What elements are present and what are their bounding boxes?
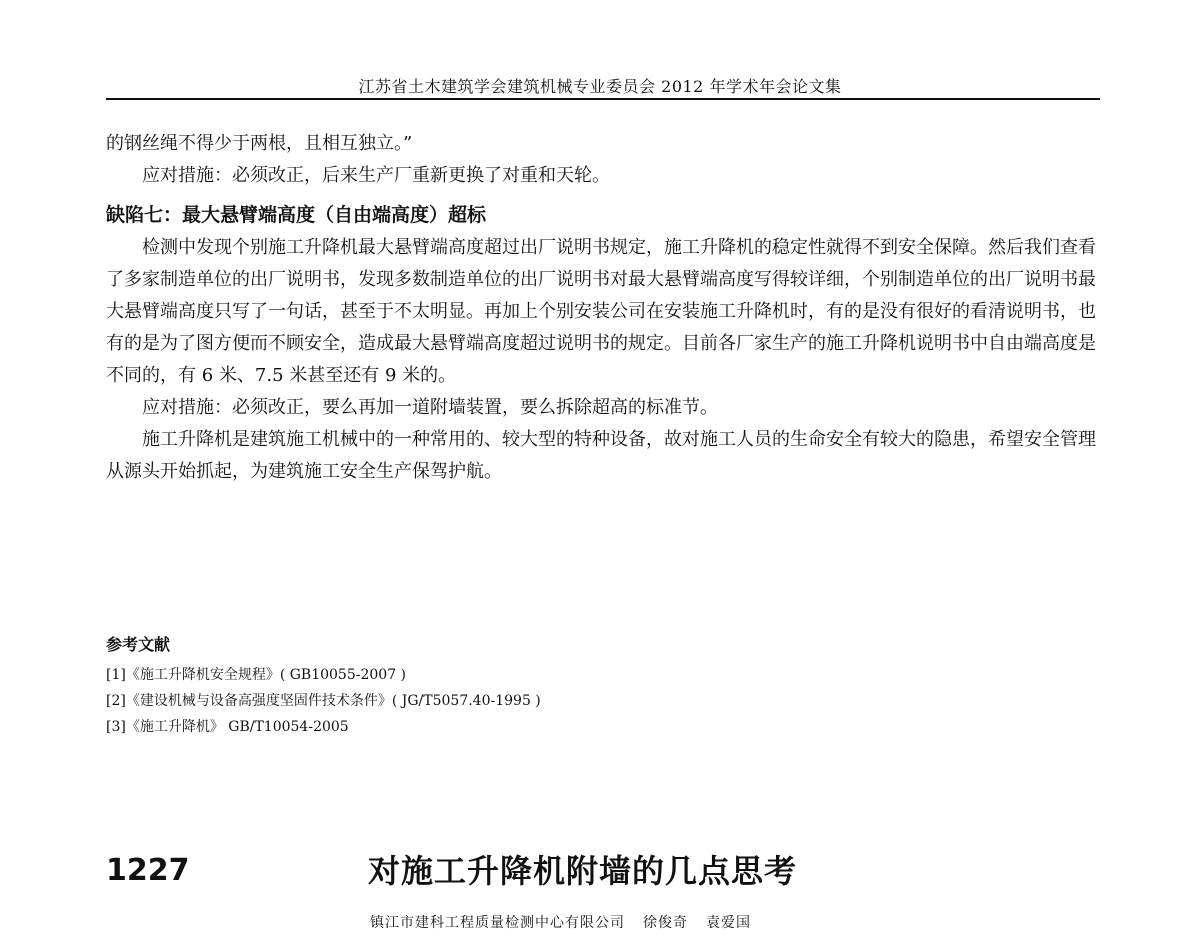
reference-item: [2]《建设机械与设备高强度坚固件技术条件》( JG/T5057.40-1995 ) [106, 693, 541, 709]
header-rule [106, 98, 1100, 100]
reference-item: [1]《施工升降机安全规程》( GB10055-2007 ) [106, 667, 407, 683]
author-name: 袁爱国 [706, 915, 751, 931]
references-section [106, 632, 1096, 740]
section-heading-defect-7: 缺陷七：最大悬臂端高度（自由端高度）超标 [106, 204, 487, 226]
paragraph-countermeasure-6: 应对措施：必须改正，后来生产厂重新更换了对重和天轮。 [142, 165, 610, 186]
paragraph-conclusion: 施工升降机是建筑施工机械中的一种常用的、较大型的特种设备，故对施工人员的生命安全有较大的隐患，希望安全管理从源头开始抓起，为建筑施工安全生产保驾护航。 [106, 429, 1096, 482]
paragraph-defect-7-detection: 检测中发现个别施工升降机最大悬臂端高度超过出厂说明书规定，施工升降机的稳定性就得不到安全保障。然后我们查看了多家制造单位的出厂说明书，发现多数制造单位的出厂说明书对最大悬臂端高度写得较详细，个别制造单位的出厂说明书最大悬臂端高度只写了一句话，甚至于不太明显。再加上个别安装公司在安装施工升降机时，有的是没有很好的看清说明书，也有的是为了图方便而不顾安全，造成最大悬臂端高度超过说明书的规定。目前各厂家生产的施工升降机说明书中自由端高度是不同的，有 6 米、7.5 米甚至还有 9 米的。 [106, 237, 1096, 386]
paragraph-countermeasure-7: 应对措施：必须改正，要么再加一道附墙装置，要么拆除超高的标准节。 [142, 397, 718, 418]
running-head: 江苏省土木建筑学会建筑机械专业委员会 2012 年学术年会论文集 [358, 77, 842, 96]
reference-item: [3]《施工升降机》 GB/T10054-2005 [106, 719, 349, 735]
references-heading: 参考文献 [106, 635, 171, 654]
author-affiliation: 镇江市建科工程质量检测中心有限公司 [370, 915, 625, 931]
body-text [106, 128, 1096, 488]
paragraph-continued: 的钢丝绳不得少于两根，且相互独立。” [106, 133, 413, 154]
article-title: 对施工升降机附墙的几点思考 [368, 852, 798, 890]
author-name: 徐俊奇 [643, 915, 688, 931]
article-byline [370, 912, 751, 934]
article-number: 1227 [106, 853, 190, 888]
